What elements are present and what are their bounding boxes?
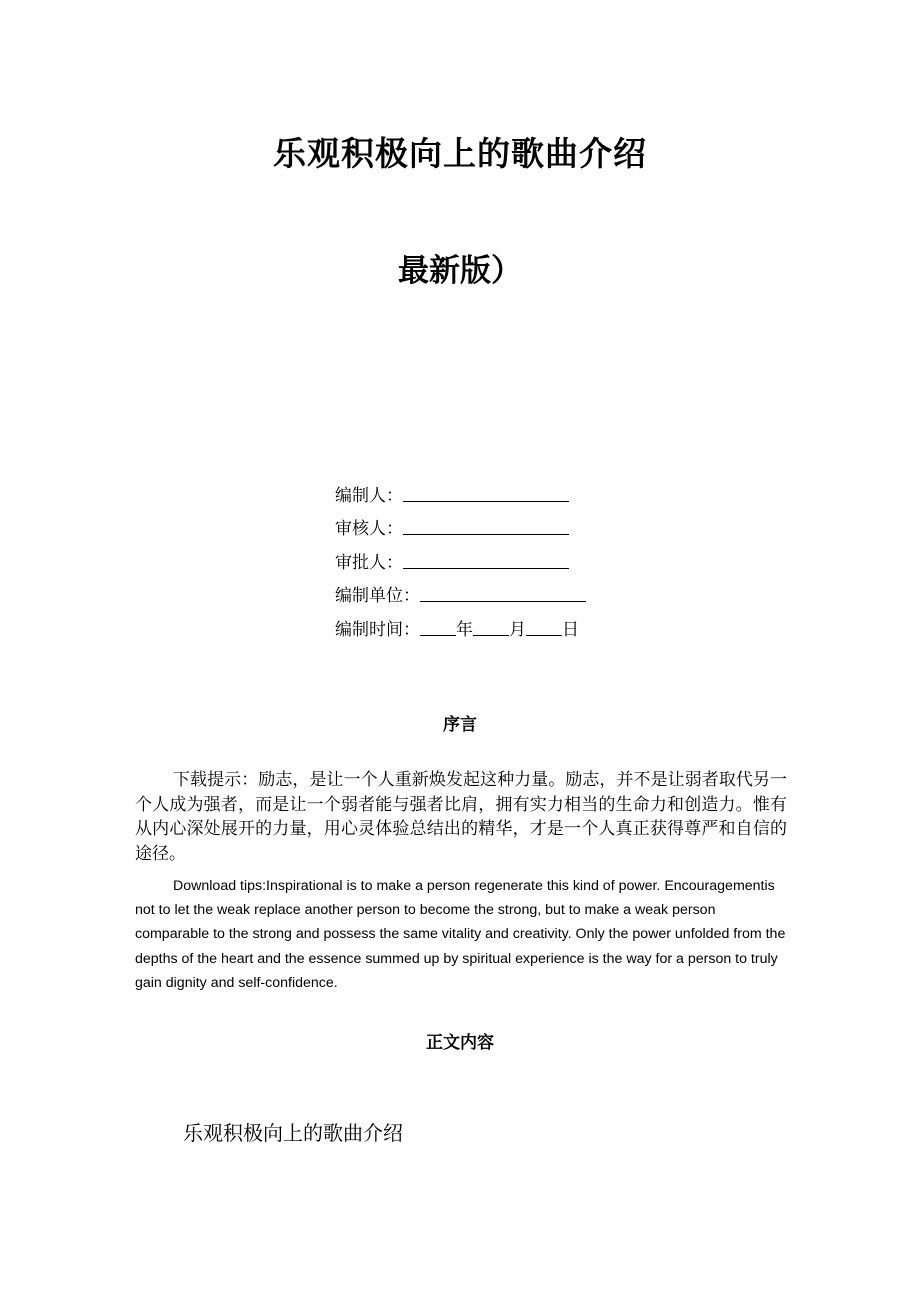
body-first-title: 乐观积极向上的歌曲介绍: [183, 1121, 403, 1145]
unit-label: 编制单位：: [335, 586, 420, 606]
form-row-time: [335, 615, 579, 640]
approver-blank: [403, 554, 569, 569]
form-row-compiler: [335, 481, 569, 506]
reviewer-blank: [403, 520, 569, 535]
time-label: 编制时间：: [335, 620, 420, 640]
day-label: 日: [562, 620, 579, 640]
reviewer-label: 审核人：: [335, 519, 403, 539]
compiler-label: 编制人：: [335, 486, 403, 506]
preface-heading: 序言: [443, 715, 477, 735]
form-row-unit: [335, 581, 586, 606]
body-heading: 正文内容: [426, 1033, 494, 1053]
month-blank: [473, 621, 509, 636]
document-subtitle: 最新版）: [398, 253, 522, 289]
unit-blank: [420, 587, 586, 602]
form-row-approver: [335, 548, 569, 573]
year-blank: [420, 621, 456, 636]
preface-english-paragraph: Download tips:Inspirational is to make a person regenerate this kind of power. Encouragementis not to let the weak replace another person to become the strong, but to make a weak person comparable to the strong and possess the same vitality and creativity. Only the power unfolded from the depths of the heart and the essence summed up by spiritual experience is the way for a person to truly gain dignity and self-confidence.: [135, 878, 786, 991]
year-label: 年: [456, 620, 473, 640]
month-label: 月: [509, 620, 526, 640]
day-blank: [526, 621, 562, 636]
form-row-reviewer: [335, 514, 569, 539]
compiler-blank: [403, 487, 569, 502]
document-title: 乐观积极向上的歌曲介绍: [273, 134, 647, 173]
preface-chinese-paragraph: 下载提示：励志，是让一个人重新焕发起这种力量。励志，并不是让弱者取代另一个人成为强者，而是让一个弱者能与强者比肩，拥有实力相当的生命力和创造力。惟有从内心深处展开的力量，用心灵体验总结出的精华，才是一个人真正获得尊严和自信的途径。: [135, 770, 787, 864]
approver-label: 审批人：: [335, 553, 403, 573]
